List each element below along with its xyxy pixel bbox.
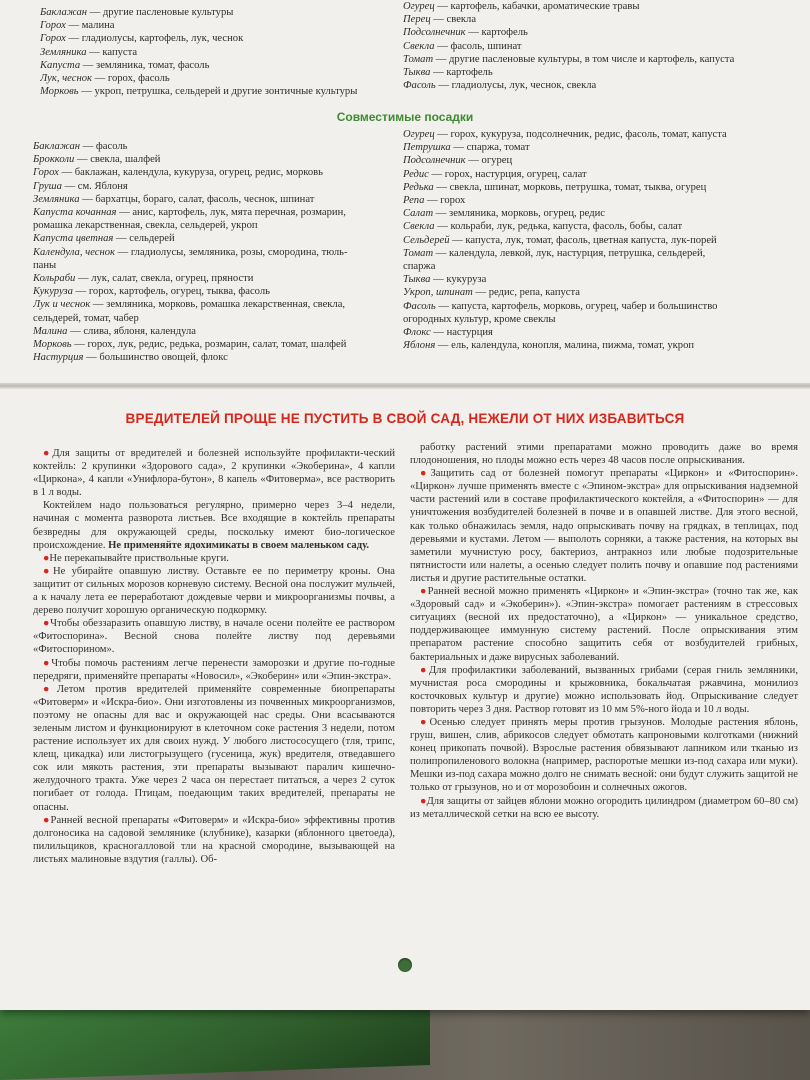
plant-companions: — гладиолусы, картофель, лук, чеснок [65, 33, 244, 45]
planting-entry [403, 53, 798, 66]
planting-entry [40, 46, 390, 59]
plant-name: Свекла [403, 40, 435, 52]
planting-entry [403, 207, 798, 220]
plant-name: Земляника [40, 46, 87, 58]
plant-name: Груша [33, 180, 62, 192]
plant-companions: — свекла, шпинат, морковь, петрушка, томат, тыква, огурец [433, 181, 707, 193]
plant-companions: — ель, календула, конопля, малина, пижма, томат, укроп [435, 340, 695, 352]
plant-name: Календула, чеснок [33, 246, 115, 258]
planting-entry [40, 85, 390, 98]
bullet-icon: ● [420, 795, 427, 807]
plant-companions: — календула, левкой, лук, настурция, петрушка, сельдерей, [433, 247, 706, 259]
planting-entry [403, 154, 798, 167]
planting-entry [40, 32, 390, 45]
plant-name: Лук, чеснок [40, 73, 92, 85]
paragraph-text: Не перекапывайте приствольные круги. [49, 552, 229, 564]
plant-companions: — горох, фасоль [91, 73, 170, 85]
planting-entry [33, 338, 391, 351]
planting-entry [403, 220, 798, 233]
planting-entry [33, 325, 391, 338]
planting-entry [33, 166, 391, 179]
bullet-icon: ● [420, 468, 431, 480]
plant-companions: — горох [424, 195, 466, 207]
plant-name: Томат [403, 53, 434, 65]
planting-entry [40, 72, 390, 85]
bullet-icon: ● [43, 814, 51, 826]
planting-entry [40, 6, 390, 19]
planting-entry [40, 59, 390, 72]
plant-name: Томат [403, 247, 434, 259]
planting-entry [33, 140, 391, 153]
plant-companions: — земляника, томат, фасоль [80, 59, 210, 71]
planting-entry [403, 300, 798, 313]
bullet-icon: ● [43, 565, 54, 577]
plant-name: Кукуруза [33, 286, 73, 298]
plant-companions: — лук, салат, свекла, огурец, пряности [75, 273, 254, 285]
paragraph-text: Осенью следует принять меры против грызунов. Молодые растения яблонь, груш, вишен, слив, абрикосов следует обмотать капроновыми колготками (нижний конец прикопать почвой). Взрослые растения обвязывают лапником или тканью из полипропиленового волокна (например, распоротые мешки из-под сахара или муки). Мешки из-под сахара можно долго не снимать весной: они будут служить защитой не только от грызунов, но и от морозобоин и солнечных ожогов. [410, 716, 798, 794]
plant-name: Фасоль [403, 300, 436, 312]
plant-companions: — гладиолусы, земляника, розы, смородина, тюль- [114, 246, 348, 258]
planting-entry [403, 234, 798, 247]
plant-companions: — малина [65, 20, 115, 32]
plant-companions: — гладиолусы, лук, чеснок, свекла [435, 80, 597, 92]
planting-entry [403, 128, 798, 141]
paragraph [33, 814, 395, 866]
plant-companions: огородных культур, кроме свеклы [403, 313, 556, 325]
plant-name: Подсолнечник [403, 155, 466, 167]
plant-companions: — кольраби, лук, редька, капуста, фасоль, бобы, салат [434, 221, 683, 233]
paragraph-text: Не убирайте опавшую листву. Оставьте ее по периметру кроны. Она защитит от сильных морозов корневую систему. Весной она послужит мульчей, а к началу лета ее переработают дождевые черви и микроорганизмы почвы, а дерево получит хорошую органическую подкормку. [33, 565, 395, 617]
planting-entry [40, 19, 390, 32]
planting-entry [403, 313, 798, 326]
paragraph-text: Защитить сад от болезней помогут препараты «Циркон» и «Фитоспорин». «Циркон» лучше применять вместе с «Эпином-экстра» для опрыскивания надземной части растений или в составе профилактического коктейля, а «Фитоспорин» — для уничтожения возбудителей болезней в почве и в опавшей листве. Для этого весной, как только обнажилась земля, надо опрыскивать почву на грядках, в теплицах, под деревьями и кустами. Летом — выполоть сорняки, а также растения, на которых вы заметили мучнистую росу, бактериоз, антракноз или любые подозрительные пятнистости или налеты, а осенью следует полить почву и опавшие под растениями листья и другие растительные остатки. [410, 468, 798, 584]
planting-entry [403, 26, 798, 39]
paragraph-text: Чтобы помочь растениям легче перенести заморозки и другие по-годные передряги, применяйте препараты «Новосил», «Экоберин» или «Эпин-экстра». [33, 657, 395, 682]
bullet-icon: ● [43, 683, 57, 695]
plant-name: Горох [33, 167, 59, 179]
paragraph-text: Чтобы обеззаразить опавшую листву, в начале осени полейте ее раствором «Фитоспорина». Весной снова полейте листву под деревьями «Фитоспорином». [33, 618, 396, 656]
plant-companions: — свекла [430, 14, 477, 26]
plant-name: Горох [40, 33, 66, 45]
paragraph-text: Ранней весной препараты «Фитоверм» и «Искра-био» эффективны против долгоносика на садовой землянике (клубнике), казарки (яблонного цветоеда), пилильщиков, красногалловой тли на красной смородине, вызывающей на листьях малиновые вздутия (галлы). Об- [33, 814, 395, 865]
paragraph-text: Для защиты от вредителей и болезней используйте профилакти-ческий коктейль: 2 крупинки «Здорового сада», 2 крупинки «Экоберина», 4 капли «Циркона», 4 капли «Унифлора-бутон», 8 капель «Фитоверма», все растворить в 1 л воды. [33, 448, 395, 499]
plant-name: Настурция [33, 352, 84, 364]
planting-entry [33, 193, 391, 206]
paragraph [410, 664, 798, 716]
plant-name: Брокколи [33, 154, 75, 166]
planting-entry [33, 312, 391, 325]
paragraph [33, 447, 395, 499]
bullet-icon: ● [420, 664, 429, 676]
plant-companions: — баклажан, календула, кукуруза, огурец, редис, морковь [58, 167, 323, 179]
plant-name: Перец [403, 14, 431, 26]
plant-name: Репа [403, 195, 425, 207]
plant-companions: — анис, картофель, лук, мята перечная, розмарин, [116, 207, 346, 219]
paragraph [410, 585, 798, 664]
incompatible-right-column [403, 0, 798, 92]
plant-companions: — см. Яблоня [61, 180, 128, 192]
planting-entry [33, 219, 391, 232]
paragraph [33, 657, 395, 683]
planting-entry [403, 194, 798, 207]
plant-name: Баклажан [33, 141, 81, 152]
plant-companions: — земляника, морковь, ромашка лекарственная, свекла, [90, 299, 346, 311]
planting-entry [403, 339, 798, 352]
bold-emphasis: Не применяйте ядохимикаты в своем маленьком саду. [105, 539, 369, 551]
planting-entry [403, 0, 798, 13]
planting-entry [33, 259, 391, 272]
plant-companions: — фасоль, шпинат [434, 40, 522, 52]
plant-name: Капуста [40, 59, 81, 71]
plant-name: Тыква [403, 67, 431, 79]
plant-companions: — кукуруза [430, 274, 487, 286]
plant-name: Морковь [40, 86, 79, 98]
plant-companions: — фасоль [80, 141, 128, 152]
paragraph [410, 441, 798, 467]
page-fold [0, 383, 810, 389]
planting-entry [403, 326, 798, 339]
bullet-icon: ● [43, 657, 52, 669]
plant-companions: ромашка лекарственная, свекла, сельдерей, укроп [33, 220, 258, 232]
plant-name: Салат [403, 208, 434, 220]
paragraph [410, 467, 798, 585]
plant-name: Петрушка [403, 142, 451, 154]
plant-companions: — большинство овощей, флокс [83, 352, 228, 364]
plant-companions: паны [33, 259, 57, 271]
planting-entry [33, 206, 391, 219]
plant-name: Фасоль [403, 80, 436, 92]
planting-entry [403, 247, 798, 260]
plant-companions: — другие пасленовые культуры, в том числе и картофель, капуста [433, 53, 735, 65]
plant-companions: — картофель [465, 27, 528, 39]
paragraph [33, 565, 395, 617]
plant-companions: — картофель [430, 67, 493, 79]
plant-name: Подсолнечник [403, 27, 466, 39]
paragraph-text: Для защиты от зайцев яблони можно огородить цилиндром (диаметром 60–80 см) из металлической сетки на всю ее высоту. [410, 795, 798, 820]
planting-entry [33, 272, 391, 285]
compatible-plantings-title: Совместимые посадки [336, 110, 474, 124]
planting-entry [33, 153, 391, 166]
planting-entry [33, 351, 391, 364]
plant-companions: — укроп, петрушка, сельдерей и другие зонтичные культуры [78, 86, 358, 98]
hanging-hole [398, 958, 412, 972]
paragraph-text: Ранней весной можно применять «Циркон» и «Эпин-экстра» (точно так же, как «Здоровый сад» и «Экоберин»). «Эпин-экстра» помогает растениям в стрессовых ситуациях (весной их предостаточно), а «Циркон» — уникальное средство, поддерживающее иммунную систему растений. После опрыскивания этим препаратом растение способно защитить себя от возбудителей грибных, бактериальных и даже вирусных заболеваний. [410, 586, 798, 663]
plant-companions: — горох, лук, редис, редька, розмарин, салат, томат, шалфей [71, 339, 347, 351]
plant-companions: — сельдерей [113, 233, 175, 245]
plant-companions: — редис, репа, капуста [472, 287, 580, 299]
paragraph [33, 617, 395, 656]
pests-left-column [33, 447, 395, 866]
incompatible-plantings-section [0, 0, 810, 100]
bullet-icon: ● [43, 618, 51, 630]
plant-companions: — капуста, картофель, морковь, огурец, чабер и большинство [435, 300, 718, 312]
plant-companions: — капуста [86, 46, 138, 58]
plant-name: Сельдерей [403, 234, 450, 246]
plant-name: Морковь [33, 339, 72, 351]
planting-entry [403, 13, 798, 26]
plant-companions: спаржа [403, 261, 436, 273]
planting-entry [403, 181, 798, 194]
paragraph-text: Коктейлем надо пользоваться регулярно, примерно через 3–4 недели, начиная с момента разворота листьев. Все входящие в коктейль препараты безвредны для окружающей среды, поскольку имеют био-логическое происхождение. [33, 500, 395, 551]
plant-companions: — горох, кукуруза, подсолнечник, редис, фасоль, томат, капуста [434, 129, 727, 140]
plant-name: Флокс [403, 327, 431, 339]
paragraph [33, 552, 395, 565]
plant-companions: — слива, яблоня, календула [67, 325, 196, 337]
plant-companions: — картофель, кабачки, ароматические травы [434, 1, 640, 12]
plant-name: Малина [33, 325, 68, 337]
planting-entry [33, 232, 391, 245]
compatible-left-column [33, 140, 391, 364]
pests-right-column [410, 441, 798, 821]
plant-companions: — огурец [465, 155, 513, 167]
planting-entry [33, 298, 391, 311]
bullet-icon: ● [43, 552, 50, 564]
compatible-right-column [403, 128, 798, 352]
planting-entry [403, 273, 798, 286]
plant-companions: — горох, настурция, огурец, салат [428, 168, 587, 180]
planting-entry [403, 66, 798, 79]
plant-companions: сельдерей, томат, чабер [33, 312, 139, 324]
paragraph-text: Для профилактики заболеваний, вызванных грибами (серая гниль земляники, мучнистая роса смородины и крыжовника, бокальчатая ржавчина, монилиоз косточковых культур и другие) можно использовать йод. Опрыскивание следует повторить через 3 дня. Раствор готовят из 10 мм 5%-ного йода и 10 л воды. [410, 664, 798, 715]
bullet-icon: ● [420, 586, 428, 598]
plant-name: Горох [40, 20, 66, 32]
plant-name: Свекла [403, 221, 435, 233]
planting-entry [403, 141, 798, 154]
planting-entry [403, 260, 798, 273]
plant-name: Редис [403, 168, 429, 180]
planting-entry [403, 168, 798, 181]
plant-name: Огурец [403, 129, 435, 140]
paragraph [33, 499, 395, 551]
plant-companions: — капуста, лук, томат, фасоль, цветная капуста, лук-порей [449, 234, 717, 246]
paragraph-text: работку растений этими препаратами можно проводить даже во время плодоношения, но плоды можно есть через 48 часов после опрыскивания. [410, 442, 798, 467]
plant-name: Капуста кочанная [33, 207, 117, 219]
plant-name: Укроп, шпинат [403, 287, 473, 299]
pests-section-title: ВРЕДИТЕЛЕЙ ПРОЩЕ НЕ ПУСТИТЬ В СВОЙ САД, НЕЖЕЛИ ОТ НИХ ИЗБАВИТЬСЯ [125, 411, 685, 426]
planting-entry [403, 79, 798, 92]
plant-name: Кольраби [33, 273, 76, 285]
plant-companions: — спаржа, томат [450, 142, 530, 154]
plant-companions: — горох, картофель, огурец, тыква, фасоль [72, 286, 270, 298]
bullet-icon: ● [420, 716, 430, 728]
plant-companions: — бархатцы, бораго, салат, фасоль, чеснок, шпинат [79, 193, 315, 205]
planting-entry [403, 286, 798, 299]
planting-entry [403, 40, 798, 53]
plant-companions: — настурция [430, 327, 493, 339]
plant-name: Капуста цветная [33, 233, 114, 245]
planting-entry [33, 285, 391, 298]
paragraph [33, 683, 395, 814]
plant-name: Огурец [403, 1, 435, 12]
plant-name: Лук и чеснок [33, 299, 91, 311]
bullet-icon: ● [43, 448, 53, 459]
plant-name: Баклажан [40, 7, 88, 18]
plant-companions: — земляника, морковь, огурец, редис [433, 208, 605, 220]
plant-name: Земляника [33, 193, 80, 205]
plant-companions: — свекла, шалфей [74, 154, 161, 166]
plant-name: Редька [403, 181, 434, 193]
incompatible-left-column [40, 6, 390, 98]
paragraph-text: Летом против вредителей применяйте современные биопрепараты «Фитоверм» и «Искра-био». Они изготовлены из почвенных микроорганизмов, поэтому не опасны для вас и окружающей нас среды. Они всасываются зеленым листом и функционируют в клеточном соке растения 3 недели, потом растение использует их для своих нужд. У любого листососущего (тля, трипс, клещ, цикадка) или листогрызущего (гусеница, жук) вредителя, отведавшего сок или мякоть растения, эти препараты вызывают паралич кишечно-желудочного тракта. Уже через 2 часа он перестает питаться, а через 2 суток погибает от голода. Птицам, поедающим таких вредителей, препараты не опасны. [33, 683, 395, 813]
planting-entry [33, 180, 391, 193]
paragraph [410, 795, 798, 821]
planting-entry [33, 246, 391, 259]
plant-name: Тыква [403, 274, 431, 286]
plant-companions: — другие пасленовые культуры [87, 7, 234, 18]
plant-name: Яблоня [403, 340, 436, 352]
paragraph [410, 716, 798, 795]
